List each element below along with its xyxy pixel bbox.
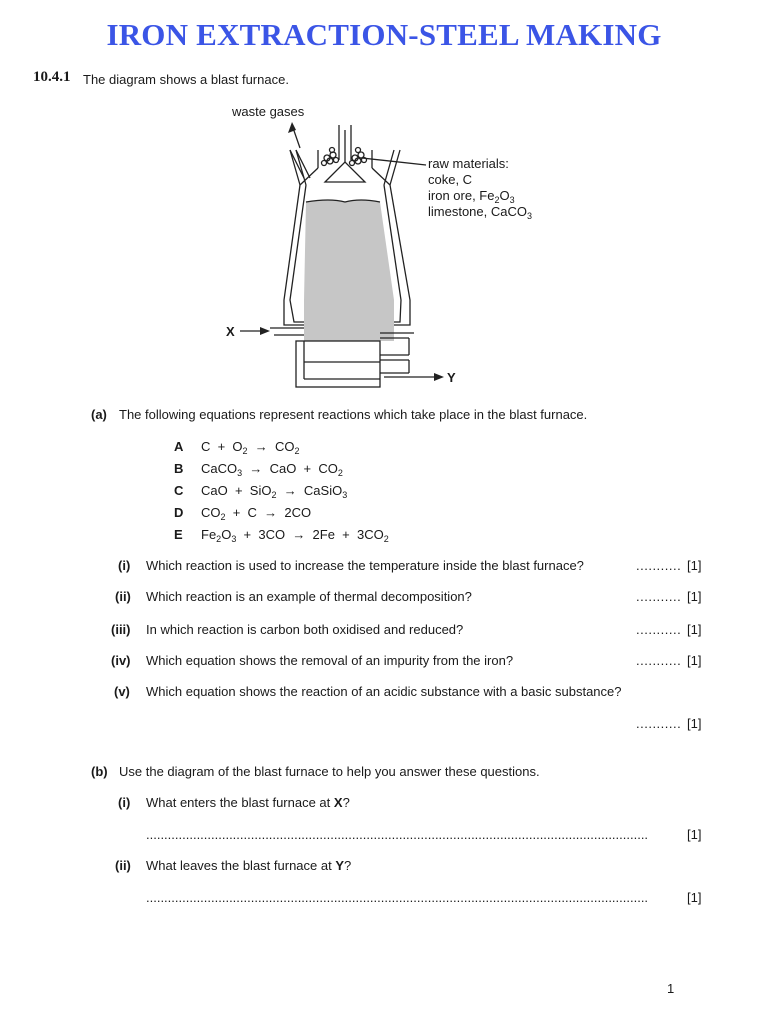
part-a-label: (a): [91, 407, 107, 422]
question-number: 10.4.1: [33, 69, 71, 85]
answer-blank[interactable]: ...........: [636, 716, 682, 731]
equation-letter: E: [174, 527, 183, 542]
equation-b: CaCO$_3$ → CaO + $CO_2$: [201, 461, 343, 478]
question-text: What leaves the blast furnace at Y?: [146, 858, 352, 873]
answer-blank[interactable]: ...........: [636, 589, 682, 604]
answer-line[interactable]: ...........................................................................................................................................: [146, 890, 649, 905]
iron-ore-label: iron ore, $Fe_2O_3$: [428, 188, 515, 205]
equation-letter: C: [174, 483, 184, 498]
question-text: Which equation shows the removal of an impurity from the iron?: [146, 653, 514, 668]
mark-allocation: [1]: [687, 589, 702, 604]
answer-blank[interactable]: ...........: [636, 622, 682, 637]
answer-line[interactable]: ...........................................................................................................................................: [146, 827, 649, 842]
equation-a: $C + O_2 \to CO_2$: [201, 439, 300, 456]
page-number: 1: [667, 981, 675, 996]
mark-allocation: [1]: [687, 653, 702, 668]
blast-furnace-diagram: [0, 0, 768, 400]
question-num: (v): [114, 684, 130, 699]
mark-allocation: [1]: [687, 558, 702, 573]
raw-materials-label: raw materials:: [428, 156, 509, 171]
equation-letter: A: [174, 439, 184, 454]
equation-d: $CO_2 + C \to 2CO$: [201, 505, 312, 522]
question-text: Which equation shows the reaction of an acidic substance with a basic substance?: [146, 684, 622, 699]
label-x: X: [226, 324, 235, 339]
question-num: (iii): [111, 622, 131, 637]
page-title: IRON EXTRACTION-STEEL MAKING: [106, 17, 662, 52]
question-num: (iv): [111, 653, 131, 668]
question-text: In which reaction is carbon both oxidised and reduced?: [146, 622, 464, 637]
label-y: Y: [447, 370, 456, 385]
coke-label: coke, C: [428, 172, 473, 187]
part-b-text: Use the diagram of the blast furnace to help you answer these questions.: [119, 764, 540, 779]
mark-allocation: [1]: [687, 716, 702, 731]
part-a-text: The following equations represent reactions which take place in the blast furnace.: [119, 407, 588, 422]
answer-blank[interactable]: ...........: [636, 558, 682, 573]
answer-blank[interactable]: ...........: [636, 653, 682, 668]
question-num: (i): [118, 795, 131, 810]
intro-text: The diagram shows a blast furnace.: [83, 72, 289, 87]
question-text: Which reaction is used to increase the temperature inside the blast furnace?: [146, 558, 584, 573]
mark-allocation: [1]: [687, 827, 702, 842]
question-text: What enters the blast furnace at X?: [146, 795, 350, 810]
mark-allocation: [1]: [687, 622, 702, 637]
question-num: (ii): [115, 589, 131, 604]
waste-gases-label: waste gases: [232, 104, 305, 119]
question-text: Which reaction is an example of thermal decomposition?: [146, 589, 472, 604]
equation-letter: D: [174, 505, 184, 520]
equation-e: $Fe_2O_3 + 3CO \to 2Fe + 3CO_2$: [201, 527, 389, 544]
equation-letter: B: [174, 461, 184, 476]
part-b-label: (b): [91, 764, 108, 779]
question-num: (ii): [115, 858, 131, 873]
question-num: (i): [118, 558, 131, 573]
equation-c: CaO + SiO$_2$ → CaSiO$_3$: [201, 483, 348, 500]
limestone-label: limestone, CaCO$_3$: [428, 204, 532, 221]
mark-allocation: [1]: [687, 890, 702, 905]
